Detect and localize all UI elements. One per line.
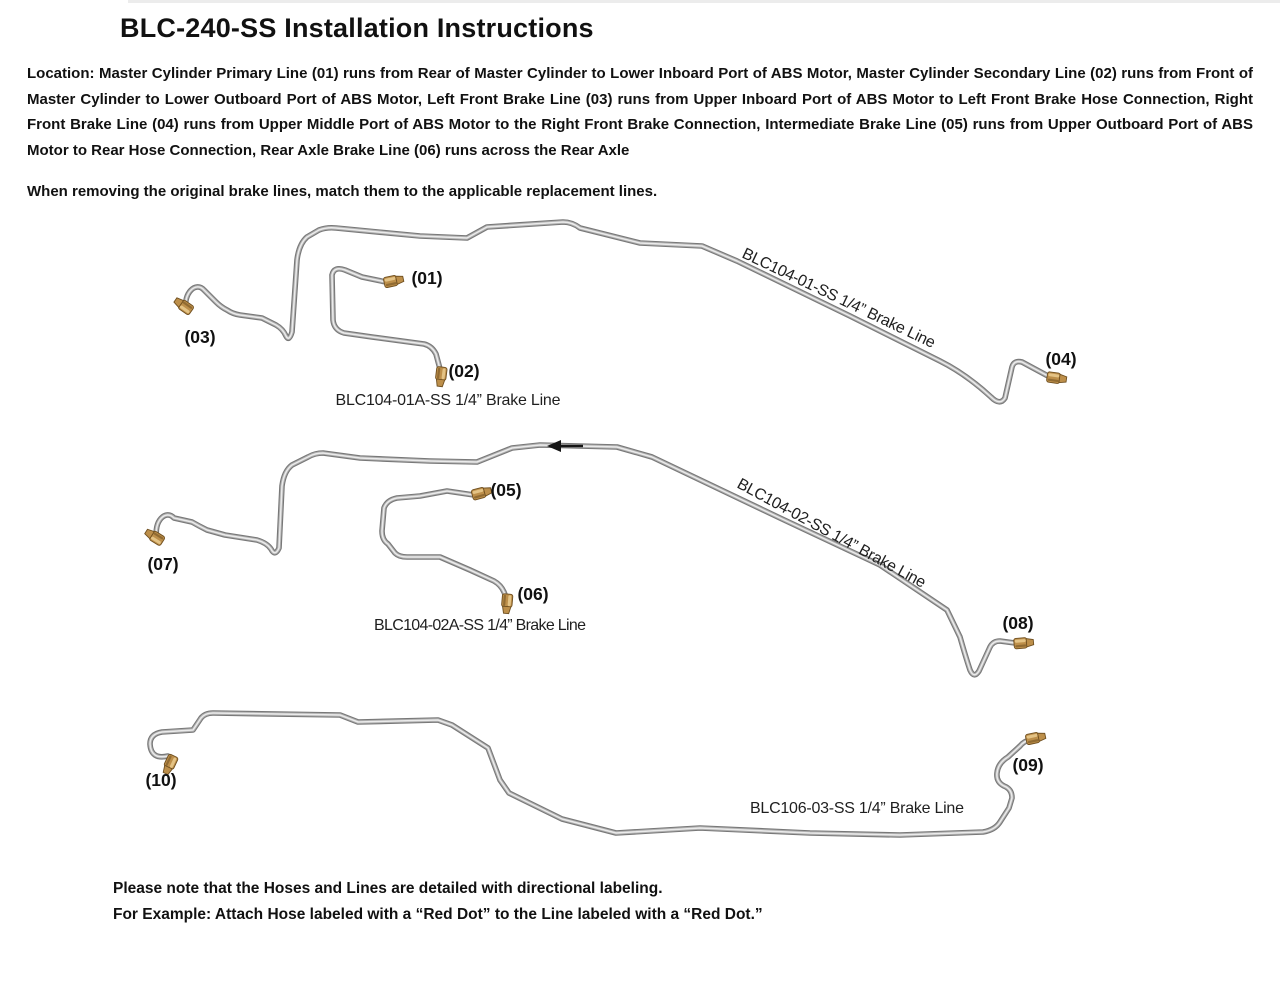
brass-fitting-04: [1046, 372, 1067, 385]
brake-line-03-04-tube: [186, 222, 1048, 402]
callout-05: (05): [490, 480, 522, 500]
brake-line-05-06-tube: [382, 491, 506, 597]
brake-line-group-1: [172, 222, 1076, 409]
part-label-blc104-02-ss: BLC104-02-SS 1/4” Brake Line: [734, 475, 929, 592]
replacement-match-note: When removing the original brake lines, match them to the applicable replacement lines.: [27, 183, 658, 200]
part-label-blc104-02a-ss: BLC104-02A-SS 1/4” Brake Line: [374, 617, 586, 634]
brass-fitting-06: [501, 594, 513, 614]
flow-direction-arrow: [547, 440, 583, 452]
brass-fitting-08: [1014, 637, 1034, 649]
callout-03: (03): [184, 327, 216, 347]
callout-07: (07): [147, 554, 179, 574]
brake-line-group-3: [145, 713, 1046, 835]
callout-04: (04): [1045, 349, 1077, 369]
footer-note-line-2: For Example: Attach Hose labeled with a “Red Dot” to the Line labeled with a “Red Dot.”: [113, 906, 763, 923]
page-title: BLC-240-SS Installation Instructions: [120, 13, 594, 43]
footer-note-line-1: Please note that the Hoses and Lines are detailed with directional labeling.: [113, 880, 663, 897]
part-label-blc104-01-ss: BLC104-01-SS 1/4” Brake Line: [739, 245, 938, 352]
callout-02: (02): [448, 361, 480, 381]
page-top-divider: [128, 0, 1280, 3]
part-label-blc104-01a-ss: BLC104-01A-SS 1/4” Brake Line: [335, 392, 561, 409]
brake-lines-diagram: [0, 215, 1280, 875]
directional-labeling-note: [113, 876, 763, 928]
brass-fitting-02: [435, 366, 448, 387]
brass-fitting-01: [383, 274, 404, 288]
callout-10: (10): [145, 770, 177, 790]
brake-line-group-2: [143, 440, 1034, 675]
brass-fitting-05: [471, 485, 493, 500]
callout-09: (09): [1012, 755, 1044, 775]
location-description-paragraph: Location: Master Cylinder Primary Line (01) runs from Rear of Master Cylinder to Lower Inboard Port of ABS Motor, Master Cylinder Secondary Line (02) runs from Front of Master Cylinder to Lower Outboard Port of ABS Motor, Left Front Brake Line (03) runs from Upper Inboard Port of ABS Motor to Left Front Brake Hose Connection, Right Front Brake Line (04) runs from Upper Middle Port of ABS Motor to the Right Front Brake Connection, Intermediate Brake Line (05) runs from Upper Outboard Port of ABS Motor to Rear Hose Connection, Rear Axle Brake Line (06) runs across the Rear Axle: [27, 65, 1253, 159]
part-label-blc106-03-ss: BLC106-03-SS 1/4” Brake Line: [750, 800, 964, 817]
callout-01: (01): [411, 268, 443, 288]
callout-06: (06): [517, 584, 549, 604]
brass-fitting-09: [1025, 731, 1046, 745]
callout-08: (08): [1002, 613, 1034, 633]
